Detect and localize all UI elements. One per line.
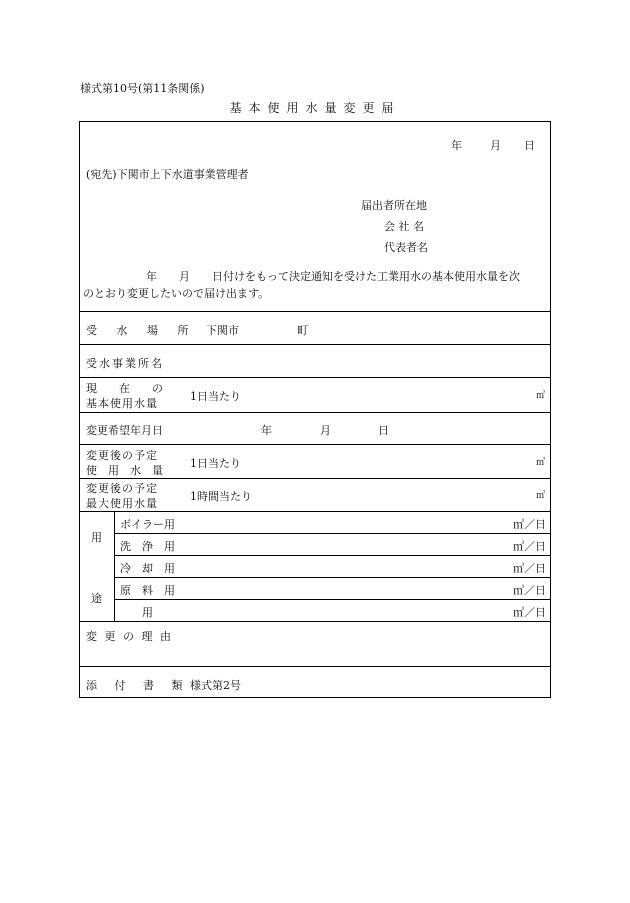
- body-year: 年: [146, 270, 157, 283]
- applicant-address-label: 届出者所在地: [361, 199, 427, 212]
- usage-unit-boiler: ㎥／日: [513, 518, 546, 531]
- usage-unit-cooling: ㎥／日: [513, 562, 546, 575]
- usage-item-raw-material: 原 料 用: [120, 584, 175, 597]
- max-label-line1: 変更後の予定: [86, 482, 158, 495]
- receiving-place-town: 町: [297, 324, 308, 337]
- representative-label: 代表者名: [384, 241, 428, 254]
- usage-label-bottom: 途: [91, 592, 102, 605]
- usage-item-boiler: ボイラー用: [120, 518, 175, 531]
- max-unit: ㎥: [536, 491, 546, 501]
- current-unit: ㎥: [536, 391, 546, 401]
- date-year: 年: [451, 139, 462, 152]
- desired-day: 日: [378, 424, 389, 437]
- current-value: 1日当たり: [190, 390, 241, 403]
- desired-month: 月: [320, 424, 331, 437]
- max-value: 1時間当たり: [190, 490, 252, 503]
- body-line2: のとおり変更したいので届け出ます。: [83, 287, 270, 300]
- attachments-label: 添 付 書 類: [86, 679, 190, 692]
- current-label-line2: 基本使用水量: [86, 397, 158, 410]
- max-label-line2: 最大使用水量: [86, 497, 158, 510]
- reason-label: 変 更 の 理 由: [86, 630, 173, 643]
- receiving-place-city: 下関市: [206, 324, 239, 337]
- current-label-line1: 現 在 の: [86, 382, 163, 395]
- usage-item-cooling: 冷 却 用: [120, 562, 175, 575]
- usage-unit-washing: ㎥／日: [513, 540, 546, 553]
- desired-date-label: 変更希望年月日: [86, 424, 163, 437]
- date-month: 月: [490, 139, 501, 152]
- usage-label-top: 用: [91, 531, 102, 544]
- usage-unit-raw-material: ㎥／日: [513, 584, 546, 597]
- body-line1: 日付けをもって決定通知を受けた工業用水の基本使用水量を次: [212, 270, 520, 283]
- after-label-line2: 使 用 水 量: [86, 464, 163, 477]
- after-value: 1日当たり: [190, 457, 241, 470]
- body-month: 月: [179, 270, 190, 283]
- company-name-label: 会 社 名: [384, 220, 424, 233]
- usage-item-other: 用: [142, 606, 153, 619]
- date-day: 日: [524, 139, 535, 152]
- receiving-place-label: 受 水 場 所: [86, 324, 197, 337]
- usage-item-washing: 洗 浄 用: [120, 540, 175, 553]
- after-unit: ㎥: [536, 458, 546, 468]
- usage-unit-other: ㎥／日: [513, 606, 546, 619]
- desired-year: 年: [261, 424, 272, 437]
- form-frame: [79, 121, 551, 698]
- attachments-value: 様式第2号: [190, 679, 241, 692]
- addressee: (宛先)下関市上下水道事業管理者: [86, 168, 249, 181]
- form-number: 様式第10号(第11条関係): [80, 82, 205, 95]
- office-name-label: 受水事業所名: [86, 357, 164, 370]
- form-title: 基本使用水量変更届: [229, 101, 401, 115]
- after-label-line1: 変更後の予定: [86, 449, 158, 462]
